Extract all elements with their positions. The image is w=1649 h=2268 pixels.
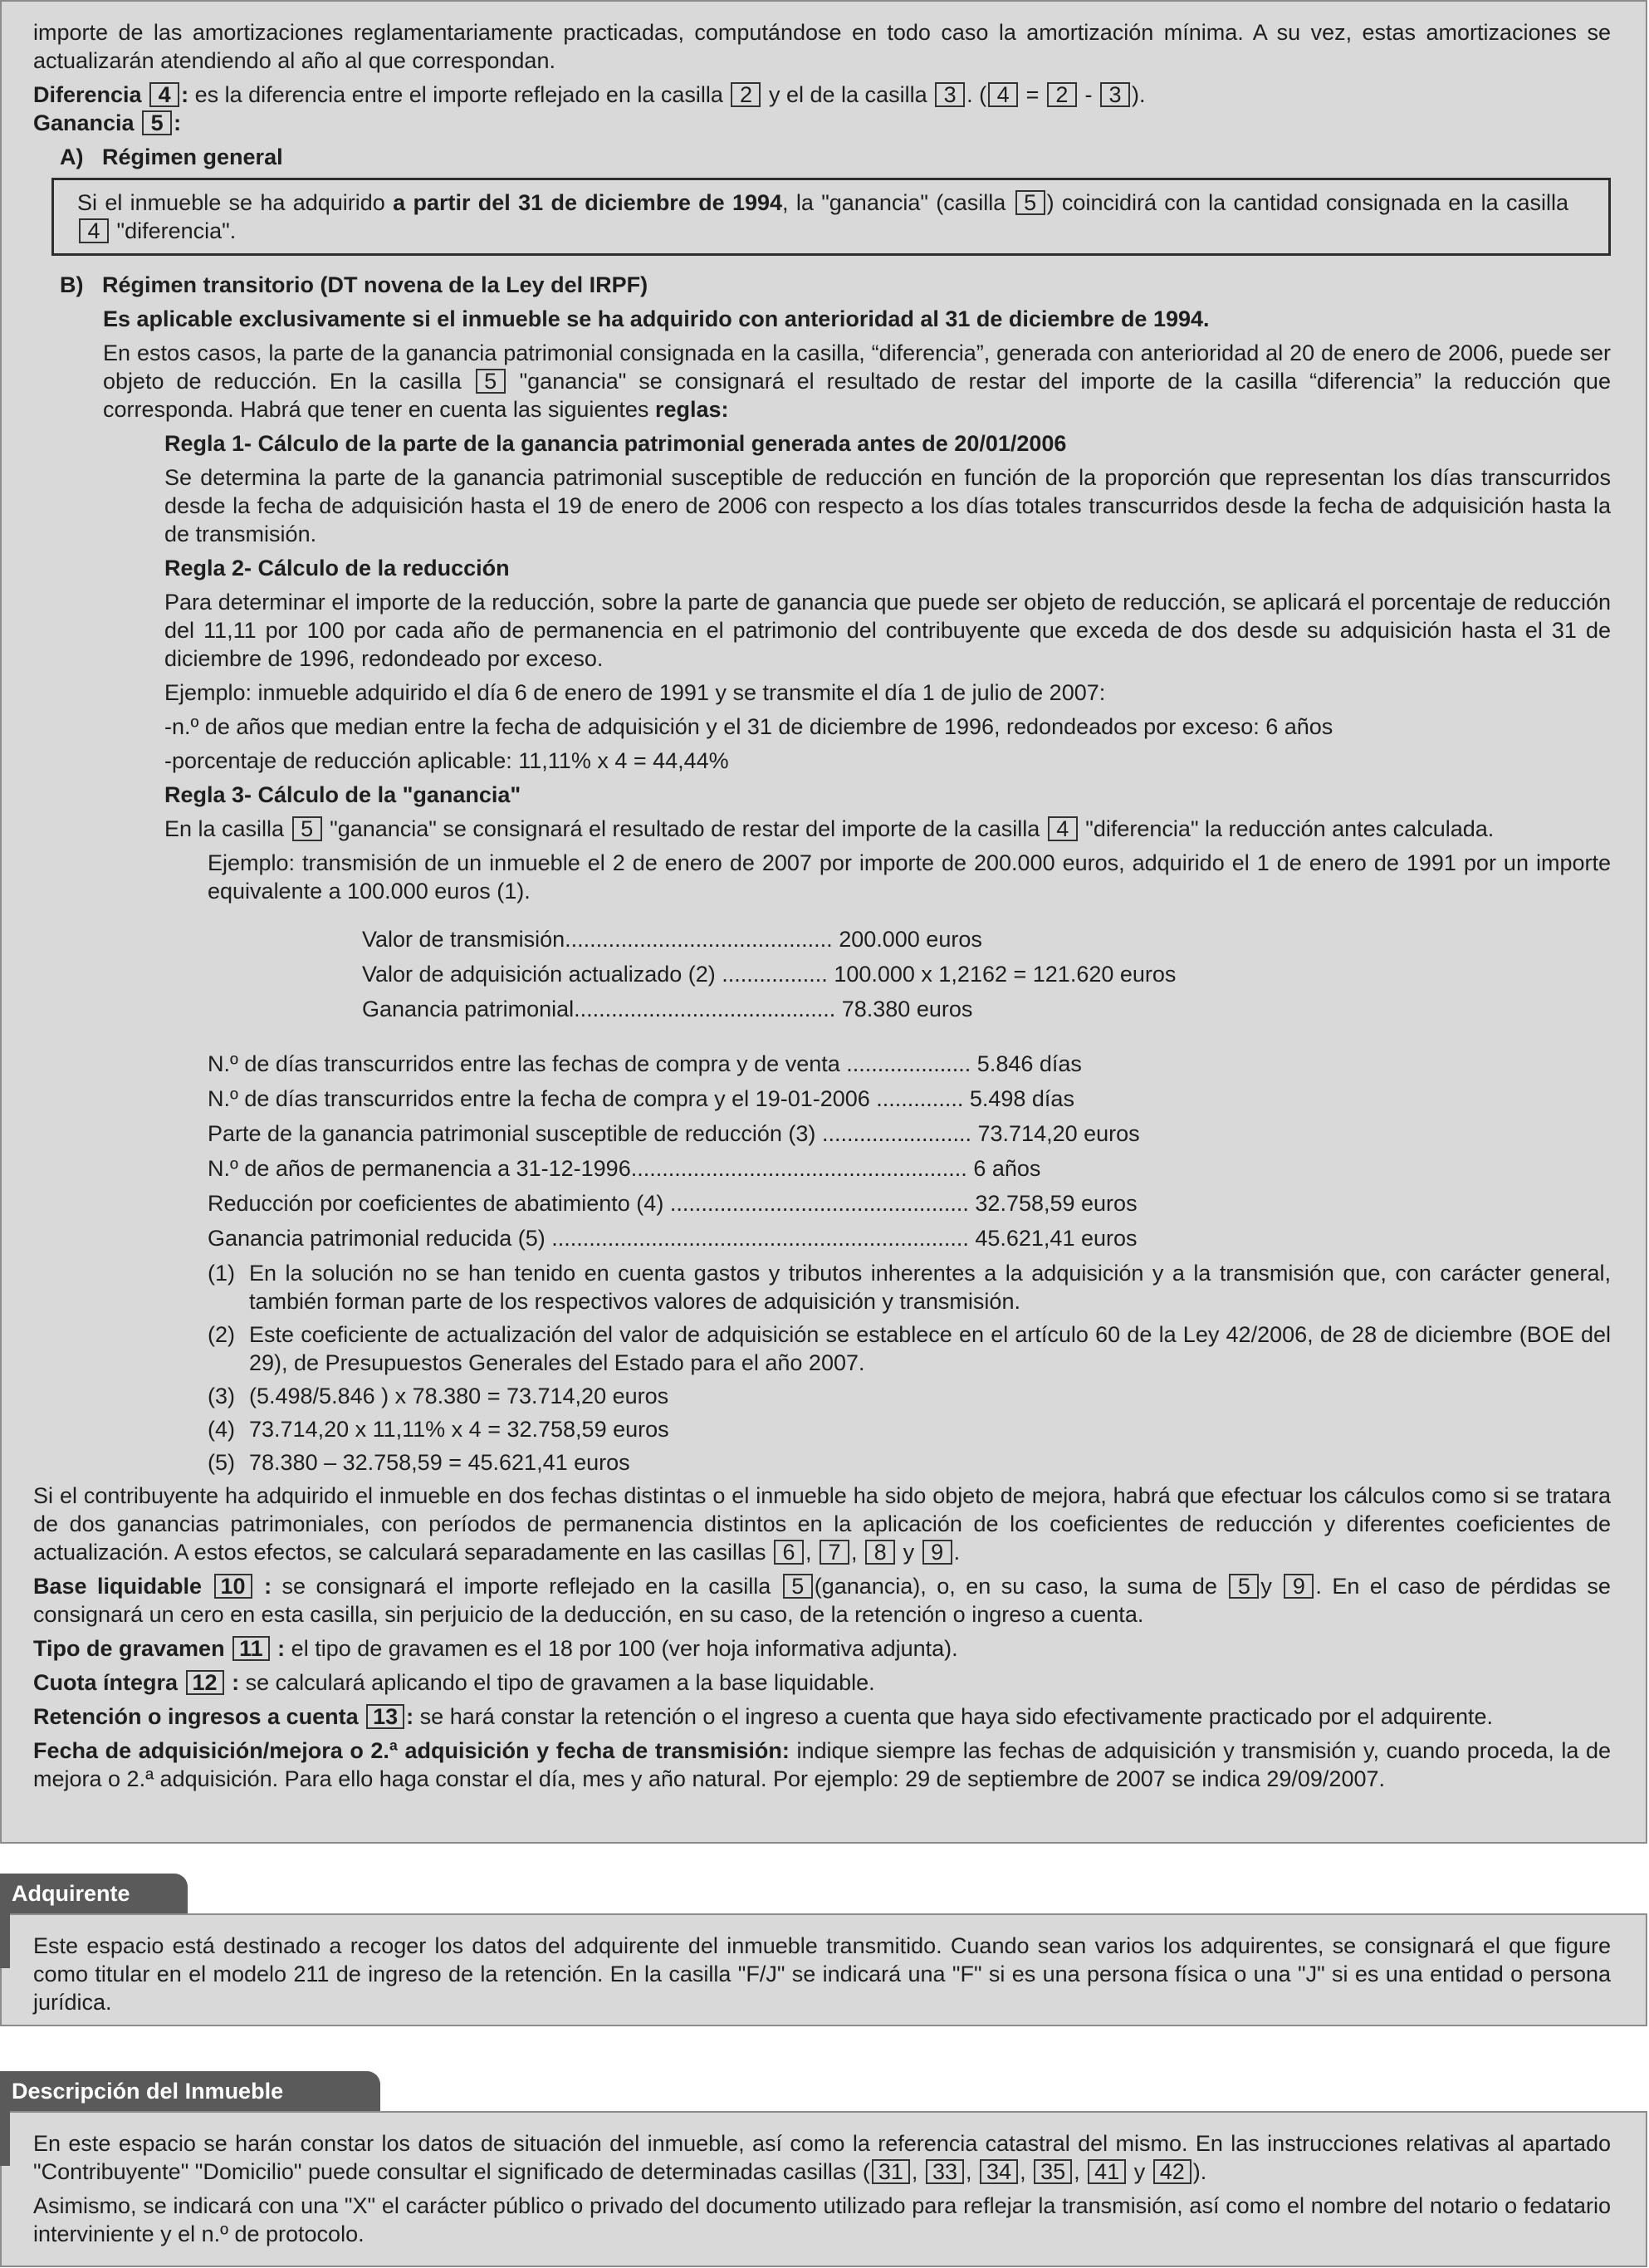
calc-label: Valor de transmisión <box>362 927 565 952</box>
box-34: 34 <box>980 2159 1018 2184</box>
rg-text-2: , la "ganancia" (casilla <box>782 190 1006 215</box>
box-5: 5 <box>1015 190 1045 215</box>
calc-row <box>208 1050 1611 1085</box>
adquirente-text: Este espacio está destinado a recoger los datos del adquirente del inmueble transmitido. Cuando sean varios los adquirentes, se consignará el que figure como titular en el modelo 211 de ingreso de la retención. En la casilla "F/J" se indicará una "F" si es una persona física o una "J" si es una entidad o persona jurídica. <box>33 1933 1611 2015</box>
note-text: (5.498/5.846 ) x 78.380 = 73.714,20 euros <box>249 1384 669 1408</box>
regimen-transitorio-subtitle: Es aplicable exclusivamente si el inmueble se ha adquirido con anterioridad al 31 de diciembre de 1994. <box>103 306 1210 331</box>
regimen-general-text <box>77 189 1568 245</box>
diferencia-title: Diferencia <box>33 82 142 107</box>
diferencia-text: es la diferencia entre el importe reflejado en la casilla <box>194 82 723 107</box>
calc-value: 100.000 x 1,2162 = 121.620 euros <box>834 962 1177 987</box>
section-letter-b: B) <box>60 272 84 297</box>
calc-value: 5.498 días <box>969 1086 1074 1111</box>
note-number: (3) <box>208 1384 235 1408</box>
box-2: 2 <box>731 82 761 107</box>
regla-1-title: Regla 1- Cálculo de la parte de la ganancia patrimonial generada antes de 20/01/2006 <box>164 431 1067 456</box>
calc-value: 6 años <box>973 1156 1041 1181</box>
note-item <box>208 1448 1611 1477</box>
dot-leader: ...................................................... <box>630 1156 967 1181</box>
conjunction: y <box>1260 1574 1272 1599</box>
box-7: 7 <box>820 1540 849 1565</box>
note-text: 78.380 – 32.758,59 = 45.621,41 euros <box>249 1450 630 1475</box>
dot-leader: .......................................... <box>574 997 836 1021</box>
comma: , <box>965 2159 972 2184</box>
regla-1-text: Se determina la parte de la ganancia patrimonial susceptible de reducción en función de la proporción que representan los días transcurridos desde la fecha de adquisición hasta el 19 de enero de 2006 con respecto a los días totales transcurridos desde la fecha de adquisición hasta la de transmisión. <box>164 465 1611 546</box>
calc-row <box>362 960 1611 995</box>
note-text: 73.714,20 x 11,11% x 4 = 32.758,59 euros <box>249 1417 669 1442</box>
box-41: 41 <box>1088 2159 1126 2184</box>
box-5: 5 <box>783 1574 813 1599</box>
regla-3-title: Regla 3- Cálculo de la "ganancia" <box>164 782 521 807</box>
box-3-formula: 3 <box>1100 82 1130 107</box>
note-number: (4) <box>208 1417 235 1442</box>
inmueble-panel <box>0 2111 1647 2267</box>
calc-row <box>362 995 1611 1030</box>
box-4: 4 <box>1048 816 1078 841</box>
rt-text-bold: reglas: <box>654 397 729 422</box>
note-item <box>208 1382 1611 1410</box>
colon: : <box>181 82 189 107</box>
colon: : <box>406 1704 414 1729</box>
box-3: 3 <box>935 82 965 107</box>
regla-2-text: Para determinar el importe de la reducción, sobre la parte de ganancia que puede ser objeto de reducción, se aplicará el porcentaje de reducción del 11,11 por 100 por cada año de permanencia en el patrimonio del contribuyente que exceda de dos desde su adquisición hasta el 31 de diciembre de 1996, redondeado por exceso. <box>164 590 1611 671</box>
adquirente-tab: Adquirente <box>0 1874 188 1913</box>
calc-row <box>208 1154 1611 1189</box>
rg-text-1: Si el inmueble se ha adquirido <box>77 190 394 215</box>
dos-fechas-paragraph <box>33 1482 1611 1566</box>
inmueble-tab: Descripción del Inmueble <box>0 2071 380 2111</box>
tipo-gravamen-text: el tipo de gravamen es el 18 por 100 (ver hoja informativa adjunta). <box>291 1636 958 1661</box>
comma: , <box>805 1540 812 1565</box>
equals-sign: = <box>1025 82 1040 107</box>
inmueble-text-1 <box>33 2129 1611 2186</box>
box-13: 13 <box>366 1704 404 1729</box>
box-11: 11 <box>232 1636 270 1661</box>
calc-value: 32.758,59 euros <box>975 1191 1138 1216</box>
diferencia-paragraph <box>33 81 1611 109</box>
formula-close: ). <box>1131 82 1146 107</box>
calc-row <box>208 1119 1611 1154</box>
note-item <box>208 1320 1611 1377</box>
bl-text-2: (ganancia), o, en su caso, la suma de <box>814 1574 1217 1599</box>
note-number: (1) <box>208 1261 235 1286</box>
bl-text-3: . En el caso de pérdidas se consignará un cero en esta casilla, sin perjuicio de la deducción, en su caso, de la retención o ingreso a cuenta. <box>33 1574 1611 1627</box>
colon: : <box>174 110 182 135</box>
rg-text-bold: a partir del 31 de diciembre de 1994 <box>393 190 783 215</box>
regla-3-example: Ejemplo: transmisión de un inmueble el 2 de enero de 2007 por importe de 200.000 euros, adquirido el 1 de enero de 1991 por un importe equivalente a 100.000 euros (1). <box>208 850 1611 904</box>
comma: , <box>1074 2159 1080 2184</box>
regla-2-example-2: -porcentaje de reducción aplicable: 11,11% x 4 = 44,44% <box>164 748 729 773</box>
calc-row <box>362 925 1611 960</box>
calc-table-2 <box>208 1050 1611 1259</box>
fechas-text: indique siempre las fechas de adquisición y transmisión y, cuando proceda, la de mejora o 2.ª adquisición. Para ello haga constar el día, mes y año natural. Por ejemplo: 29 de septiembre de 2007 se indica 29/09/2007. <box>33 1738 1612 1791</box>
comma: , <box>851 1540 858 1565</box>
fechas-title: Fecha de adquisición/mejora o 2.ª adquisición y fecha de transmisión: <box>33 1738 790 1763</box>
box-5: 5 <box>1229 1574 1259 1599</box>
calc-label: Parte de la ganancia patrimonial susceptible de reducción (3) <box>208 1121 816 1146</box>
cuota-integra-title: Cuota íntegra <box>33 1670 179 1695</box>
cuota-integra-paragraph <box>33 1668 1611 1697</box>
period: . <box>953 1540 961 1565</box>
calc-value: 5.846 días <box>976 1051 1082 1076</box>
regimen-general-title: Régimen general <box>102 145 283 169</box>
section-letter-a: A) <box>60 145 84 169</box>
minus-sign: - <box>1084 82 1093 107</box>
fechas-paragraph <box>33 1737 1611 1793</box>
rt-text-2: "ganancia" se consignará el resultado de restar del importe de la casilla “diferencia” la reducción que corresponda. Habrá que tener en cuenta las siguientes <box>103 369 1611 422</box>
dot-leader: ........................................... <box>565 927 833 952</box>
tipo-gravamen-title: Tipo de gravamen <box>33 1636 225 1661</box>
calc-table-1 <box>362 925 1611 1030</box>
calc-label: N.º de años de permanencia a 31-12-1996 <box>208 1156 631 1181</box>
box-6: 6 <box>774 1540 804 1565</box>
conjunction: y <box>903 1540 915 1565</box>
note-item <box>208 1415 1611 1443</box>
tab-marker <box>0 1913 10 1968</box>
r3-text-2: "ganancia" se consignará el resultado de restar del importe de la casilla <box>330 816 1040 841</box>
colon: : <box>277 1636 286 1661</box>
cuota-integra-text: se calculará aplicando el tipo de gravamen a la base liquidable. <box>245 1670 875 1695</box>
colon: : <box>264 1574 272 1599</box>
tipo-gravamen-paragraph <box>33 1634 1611 1663</box>
box-12: 12 <box>186 1670 224 1695</box>
box-5: 5 <box>292 816 322 841</box>
calc-value: 45.621,41 euros <box>975 1226 1138 1251</box>
box-4: 4 <box>149 82 179 107</box>
notes-list <box>208 1259 1611 1477</box>
calc-value: 200.000 euros <box>839 927 982 952</box>
intro-text: importe de las amortizaciones reglamentariamente practicadas, computándose en todo caso la amortización mínima. A su vez, estas amortizaciones se actualizarán atendiendo al año al que correspondan. <box>33 20 1611 73</box>
conjunction: y <box>1133 2159 1146 2184</box>
ganancia-heading <box>33 109 1611 137</box>
rg-text-4: "diferencia". <box>116 218 237 243</box>
regla-2-title: Regla 2- Cálculo de la reducción <box>164 556 510 580</box>
base-liquidable-paragraph <box>33 1572 1611 1629</box>
box-2-formula: 2 <box>1047 82 1077 107</box>
box-8: 8 <box>865 1540 895 1565</box>
note-number: (2) <box>208 1322 235 1347</box>
box-42: 42 <box>1153 2159 1191 2184</box>
regimen-transitorio-heading <box>60 271 1611 299</box>
inmueble-text-2: Asimismo, se indicará con una "X" el carácter público o privado del documento utilizado para reflejar la transmisión, así como el nombre del notario o fedatario interviniente y el n.º de protocolo. <box>33 2193 1611 2246</box>
rg-text-3: ) coincidirá con la cantidad consignada en la casilla <box>1046 190 1569 215</box>
diferencia-text-3: . ( <box>966 82 987 107</box>
regimen-transitorio-intro <box>103 339 1611 424</box>
calc-label: Valor de adquisición actualizado (2) <box>362 962 716 987</box>
adquirente-panel <box>0 1913 1647 2026</box>
regla-2-example: Ejemplo: inmueble adquirido el día 6 de enero de 1991 y se transmite el día 1 de julio de 2007: <box>164 680 1106 705</box>
diferencia-text-2: y el de la casilla <box>768 82 927 107</box>
dot-leader: ........................ <box>815 1121 971 1146</box>
calc-label: N.º de días transcurridos entre las fechas de compra y de venta <box>208 1051 840 1076</box>
inmueble-text: En este espacio se harán constar los datos de situación del inmueble, así como la referencia catastral del mismo. En las instrucciones relativas al apartado "Contribuyente" "Domicilio" puede consultar el significado de determinadas casillas ( <box>33 2131 1611 2184</box>
dos-fechas-text: Si el contribuyente ha adquirido el inmueble en dos fechas distintas o el inmueble ha sido objeto de mejora, habrá que efectuar los cálculos como si se tratara de dos ganancias patrimoniales, con períodos de permanencia distintos en la aplicación de los coeficientes de reducción y diferentes coeficientes de actualización. A estos efectos, se calculará separadamente en las casillas <box>33 1483 1611 1565</box>
comma: , <box>911 2159 918 2184</box>
box-9: 9 <box>1284 1574 1314 1599</box>
ganancia-title: Ganancia <box>33 110 135 135</box>
calc-label: Ganancia patrimonial <box>362 997 575 1021</box>
dot-leader: ................. <box>715 962 828 987</box>
box-4: 4 <box>79 218 109 243</box>
retencion-text: se hará constar la retención o el ingreso a cuenta que haya sido efectivamente practicado por el adquirente. <box>419 1704 1493 1729</box>
note-text: Este coeficiente de actualización del valor de adquisición se establece en el artículo 60 de la Ley 42/2006, de 28 de diciembre (BOE del 29), de Presupuestos Generales del Estado para el año 2007. <box>249 1322 1611 1375</box>
box-4-formula: 4 <box>988 82 1018 107</box>
note-item <box>208 1259 1611 1315</box>
box-9: 9 <box>922 1540 952 1565</box>
tab-marker <box>0 2111 10 2166</box>
calc-row <box>208 1189 1611 1224</box>
calc-label: Reducción por coeficientes de abatimiento (4) <box>208 1191 664 1216</box>
box-33: 33 <box>926 2159 964 2184</box>
box-35: 35 <box>1034 2159 1072 2184</box>
calc-row <box>208 1085 1611 1119</box>
note-number: (5) <box>208 1450 235 1475</box>
dot-leader: .............. <box>869 1086 964 1111</box>
calc-row <box>208 1224 1611 1259</box>
regla-3-text <box>164 815 1611 843</box>
dot-leader: ................................................ <box>663 1191 969 1216</box>
inmueble-text-end: ). <box>1192 2159 1207 2184</box>
box-5: 5 <box>476 369 506 394</box>
note-text: En la solución no se han tenido en cuenta gastos y tributos inherentes a la adquisición y a la transmisión que, con carácter general, también forman parte de los respectivos valores de adquisición y transmisión. <box>249 1261 1611 1314</box>
r3-text-3: "diferencia" la reducción antes calculada. <box>1085 816 1495 841</box>
bl-text-1: se consignará el importe reflejado en la casilla <box>281 1574 771 1599</box>
regimen-transitorio-title: Régimen transitorio (DT novena de la Ley del IRPF) <box>102 272 648 297</box>
box-31: 31 <box>872 2159 910 2184</box>
comma: , <box>1020 2159 1026 2184</box>
calc-value: 78.380 euros <box>841 997 973 1021</box>
colon: : <box>232 1670 240 1695</box>
rt-text-1: En estos casos, la parte de la ganancia patrimonial consignada en la casilla, “diferencia”, generada con anterioridad al 20 de enero de 2006, puede ser objeto de reducción. En la casilla <box>103 340 1611 394</box>
retencion-title: Retención o ingresos a cuenta <box>33 1704 359 1729</box>
box-5: 5 <box>142 110 172 135</box>
base-liquidable-title: Base liquidable <box>33 1574 203 1599</box>
box-10: 10 <box>214 1574 252 1599</box>
retencion-paragraph <box>33 1702 1611 1731</box>
calc-value: 73.714,20 euros <box>977 1121 1140 1146</box>
regimen-general-box <box>51 178 1611 256</box>
calc-label: Ganancia patrimonial reducida (5) <box>208 1226 546 1251</box>
regla-2-example-1: -n.º de años que median entre la fecha de adquisición y el 31 de diciembre de 1996, redondeados por exceso: 6 años <box>164 714 1333 739</box>
calc-label: N.º de días transcurridos entre la fecha de compra y el 19-01-2006 <box>208 1086 870 1111</box>
dot-leader: ................................................................... <box>545 1226 969 1251</box>
r3-text-1: En la casilla <box>164 816 285 841</box>
dot-leader: .................... <box>839 1051 971 1076</box>
regimen-general-heading <box>60 143 1611 171</box>
